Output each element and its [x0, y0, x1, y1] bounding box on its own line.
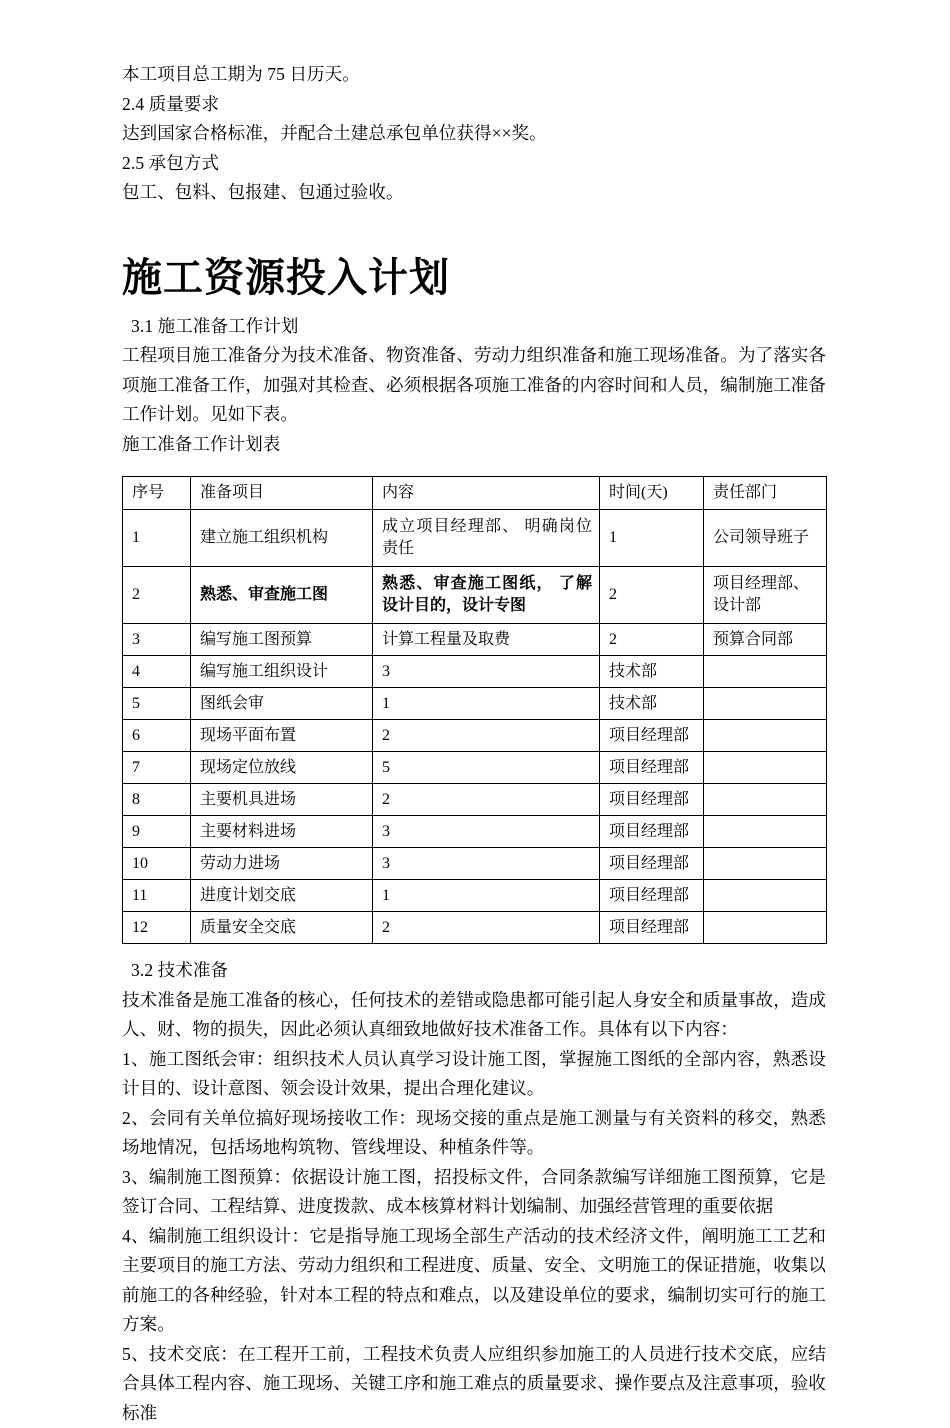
cell-no: 12	[123, 912, 191, 944]
cell-dept	[704, 752, 827, 784]
cell-item: 图纸会审	[191, 688, 373, 720]
cell-item: 主要机具进场	[191, 784, 373, 816]
cell-dept	[704, 656, 827, 688]
cell-time: 技术部	[600, 688, 704, 720]
table-row	[123, 912, 827, 944]
cell-content: 1	[373, 688, 600, 720]
section-body-3-2-p6: 5、技术交底：在工程开工前，工程技术负责人应组织参加施工的人员进行技术交底，应结合具体工程内容、施工现场、关键工序和施工难点的质量要求、操作要点及注意事项，验收标准	[122, 1340, 826, 1428]
cell-no: 4	[123, 656, 191, 688]
table-row	[123, 656, 827, 688]
table-header-row	[123, 477, 827, 510]
cell-item: 劳动力进场	[191, 848, 373, 880]
cell-time: 项目经理部	[600, 880, 704, 912]
cell-no: 1	[123, 510, 191, 567]
cell-time: 项目经理部	[600, 784, 704, 816]
cell-content: 1	[373, 880, 600, 912]
cell-time: 2	[600, 624, 704, 656]
section-body-3-2-p5: 4、编制施工组织设计：它是指导施工现场全部生产活动的技术经济文件，阐明施工工艺和主要项目的施工方法、劳动力组织和工程进度、质量、安全、文明施工的保证措施，收集以前施工的各种经验，针对本工程的特点和难点，以及建设单位的要求，编制切实可行的施工方案。	[122, 1222, 826, 1340]
cell-dept	[704, 880, 827, 912]
cell-content: 3	[373, 848, 600, 880]
cell-time: 项目经理部	[600, 752, 704, 784]
cell-time: 技术部	[600, 656, 704, 688]
section-body-3-2-p3: 2、会同有关单位搞好现场接收工作：现场交接的重点是施工测量与有关资料的移交，熟悉场地情况，包括场地构筑物、管线埋设、种植条件等。	[122, 1104, 826, 1163]
cell-dept	[704, 816, 827, 848]
cell-no: 2	[123, 567, 191, 624]
section-body-3-1: 工程项目施工准备分为技术准备、物资准备、劳动力组织准备和施工现场准备。为了落实各项施工准备工作，加强对其检查、必须根据各项施工准备的内容时间和人员，编制施工准备工作计划。见如下表。	[122, 341, 826, 430]
cell-dept	[704, 720, 827, 752]
cell-item: 现场平面布置	[191, 720, 373, 752]
table-row	[123, 510, 827, 567]
cell-no: 9	[123, 816, 191, 848]
cell-content: 计算工程量及取费	[373, 624, 600, 656]
cell-time: 项目经理部	[600, 848, 704, 880]
cell-dept: 项目经理部、设计部	[704, 567, 827, 624]
section-heading-3-1: 3.1 施工准备工作计划	[122, 312, 826, 342]
spacer-above-title	[122, 208, 826, 252]
table-row	[123, 880, 827, 912]
cell-dept	[704, 784, 827, 816]
table-header-time: 时间(天)	[600, 477, 704, 510]
cell-content: 3	[373, 816, 600, 848]
table-caption: 施工准备工作计划表	[122, 430, 826, 460]
cell-content: 熟悉、审查施工图纸， 了解设计目的，设计专图	[373, 567, 600, 624]
cell-time: 1	[600, 510, 704, 567]
intro-line-4: 2.5 承包方式	[122, 149, 826, 179]
spacer-below-table	[122, 944, 826, 956]
cell-dept: 公司领导班子	[704, 510, 827, 567]
table-row	[123, 567, 827, 624]
table-row	[123, 848, 827, 880]
cell-no: 6	[123, 720, 191, 752]
cell-item: 编写施工组织设计	[191, 656, 373, 688]
intro-line-3: 达到国家合格标准，并配合土建总承包单位获得××奖。	[122, 119, 826, 149]
cell-dept	[704, 688, 827, 720]
cell-dept: 预算合同部	[704, 624, 827, 656]
cell-content: 2	[373, 784, 600, 816]
cell-item: 进度计划交底	[191, 880, 373, 912]
table-row	[123, 688, 827, 720]
section-body-3-2-p1: 技术准备是施工准备的核心，任何技术的差错或隐患都可能引起人身安全和质量事故，造成人、财、物的损失，因此必须认真细致地做好技术准备工作。具体有以下内容：	[122, 986, 826, 1045]
cell-time: 项目经理部	[600, 912, 704, 944]
table-row	[123, 720, 827, 752]
table-row	[123, 816, 827, 848]
cell-time: 项目经理部	[600, 720, 704, 752]
section-body-3-2-p4: 3、编制施工图预算：依据设计施工图，招投标文件，合同条款编写详细施工图预算，它是签订合同、工程结算、进度拨款、成本核算材料计划编制、加强经营管理的重要依据	[122, 1163, 826, 1222]
cell-time: 项目经理部	[600, 816, 704, 848]
cell-item: 质量安全交底	[191, 912, 373, 944]
table-header-item: 准备项目	[191, 477, 373, 510]
cell-no: 3	[123, 624, 191, 656]
cell-content: 2	[373, 912, 600, 944]
section-body-3-2-p2: 1、施工图纸会审：组织技术人员认真学习设计施工图，掌握施工图纸的全部内容，熟悉设计目的、设计意图、领会设计效果，提出合理化建议。	[122, 1045, 826, 1104]
cell-content: 5	[373, 752, 600, 784]
intro-block	[122, 60, 826, 208]
table-row	[123, 752, 827, 784]
prep-work-plan-table	[122, 476, 827, 944]
cell-dept	[704, 848, 827, 880]
cell-time: 2	[600, 567, 704, 624]
cell-no: 7	[123, 752, 191, 784]
cell-item: 熟悉、审查施工图	[191, 567, 373, 624]
page-title: 施工资源投入计划	[122, 252, 826, 304]
section-heading-3-2: 3.2 技术准备	[122, 956, 826, 986]
intro-line-2: 2.4 质量要求	[122, 90, 826, 120]
table-row	[123, 624, 827, 656]
spacer-above-table	[122, 459, 826, 476]
cell-item: 建立施工组织机构	[191, 510, 373, 567]
spacer-below-title	[122, 304, 826, 312]
cell-content: 3	[373, 656, 600, 688]
cell-no: 5	[123, 688, 191, 720]
cell-no: 10	[123, 848, 191, 880]
table-header-dept: 责任部门	[704, 477, 827, 510]
cell-item: 主要材料进场	[191, 816, 373, 848]
table-header-no: 序号	[123, 477, 191, 510]
cell-dept	[704, 912, 827, 944]
cell-item: 现场定位放线	[191, 752, 373, 784]
cell-content: 成立项目经理部、 明确岗位责任	[373, 510, 600, 567]
cell-content: 2	[373, 720, 600, 752]
table-header-content: 内容	[373, 477, 600, 510]
intro-line-1: 本工项目总工期为 75 日历天。	[122, 60, 826, 90]
cell-no: 8	[123, 784, 191, 816]
intro-line-5: 包工、包料、包报建、包通过验收。	[122, 178, 826, 208]
cell-no: 11	[123, 880, 191, 912]
table-row	[123, 784, 827, 816]
cell-item: 编写施工图预算	[191, 624, 373, 656]
